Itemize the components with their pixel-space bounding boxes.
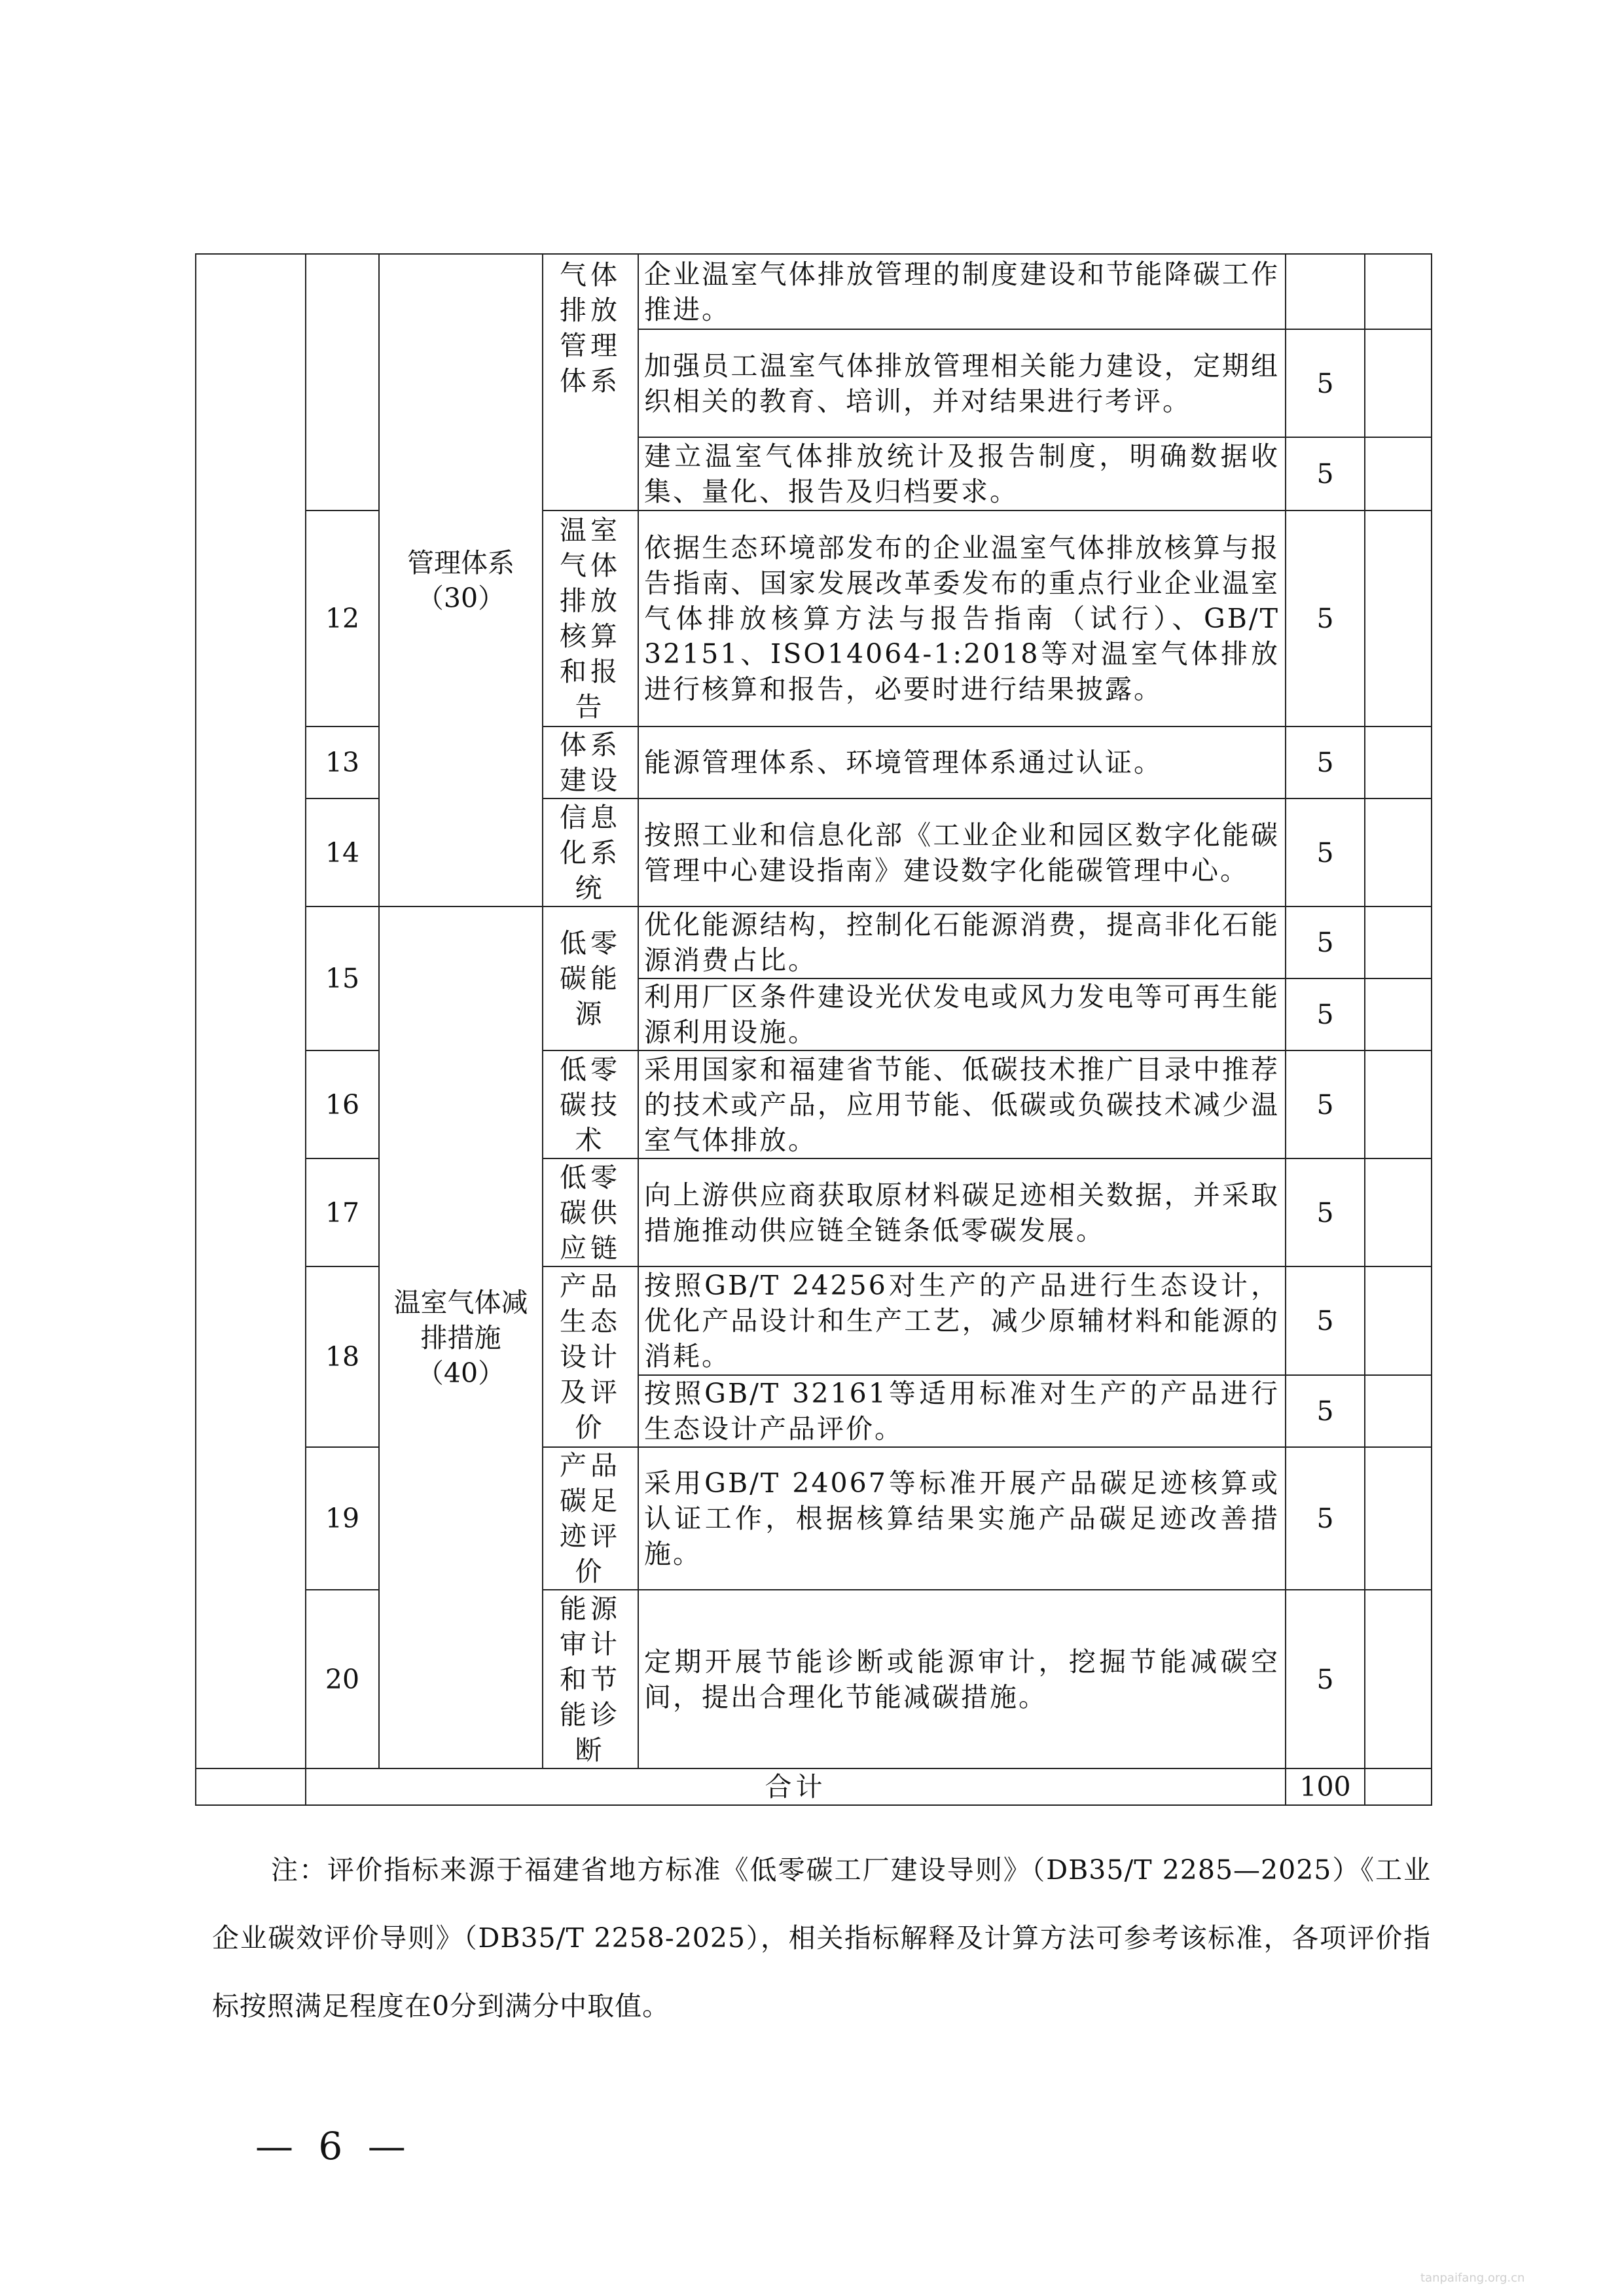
score-cell: 5: [1286, 437, 1365, 511]
score-cell: 5: [1286, 978, 1365, 1050]
score-cell: 5: [1286, 1050, 1365, 1158]
category-cell: 管理体系（30）: [379, 254, 543, 906]
extra-cell: [1365, 511, 1432, 726]
extra-cell: [1365, 798, 1432, 906]
requirement-text: 依据生态环境部发布的企业温室气体排放核算与报告指南、国家发展改革委发布的重点行业企业温室气体排放核算方法与报告指南（试行）、GB/T 32151、ISO14064-1:2018等对温室气体排放进行核算和报告，必要时进行结果披露。: [638, 511, 1286, 726]
sub-indicator: 产品碳足迹评价: [543, 1447, 638, 1590]
table-row: [196, 906, 1432, 978]
extra-cell: [1365, 437, 1432, 511]
extra-cell: [1365, 1590, 1432, 1768]
requirement-text: 建立温室气体排放统计及报告制度，明确数据收集、量化、报告及归档要求。: [638, 437, 1286, 511]
requirement-text: 定期开展节能诊断或能源审计，挖掘节能减碳空间，提出合理化节能减碳措施。: [638, 1590, 1286, 1768]
extra-cell: [1365, 1447, 1432, 1590]
score-cell: [1286, 254, 1365, 329]
requirement-text: 向上游供应商获取原材料碳足迹相关数据，并采取措施推动供应链全链条低零碳发展。: [638, 1158, 1286, 1266]
total-score: 100: [1286, 1768, 1365, 1805]
extra-cell: [1365, 906, 1432, 978]
score-cell: 5: [1286, 329, 1365, 437]
sub-indicator: 能源审计和节能诊断: [543, 1590, 638, 1768]
score-cell: 5: [1286, 1375, 1365, 1447]
row-number: 17: [306, 1158, 379, 1266]
requirement-text: 按照GB/T 24256对生产的产品进行生态设计，优化产品设计和生产工艺，减少原辅材料和能源的消耗。: [638, 1266, 1286, 1375]
total-label: 合计: [306, 1768, 1286, 1805]
requirement-text: 能源管理体系、环境管理体系通过认证。: [638, 726, 1286, 798]
row-number: 13: [306, 726, 379, 798]
blank-column-cell: [196, 254, 306, 1768]
sub-indicator: 低零碳技术: [543, 1050, 638, 1158]
row-number: 15: [306, 906, 379, 1050]
requirement-text: 采用国家和福建省节能、低碳技术推广目录中推荐的技术或产品，应用节能、低碳或负碳技术减少温室气体排放。: [638, 1050, 1286, 1158]
table-footnote: 注：评价指标来源于福建省地方标准《低零碳工厂建设导则》（DB35/T 2285—2025）《工业企业碳效评价导则》（DB35/T 2258-2025），相关指标解释及计算方法可参考该标准，各项评价指标按照满足程度在0分到满分中取值。: [212, 1854, 1431, 2022]
requirement-text: 企业温室气体排放管理的制度建设和节能降碳工作推进。: [638, 254, 1286, 329]
score-cell: 5: [1286, 1158, 1365, 1266]
score-cell: 5: [1286, 1447, 1365, 1590]
row-number: 16: [306, 1050, 379, 1158]
score-cell: 5: [1286, 1590, 1365, 1768]
sub-indicator: 温室气体排放核算和报告: [543, 511, 638, 726]
score-cell: 5: [1286, 511, 1365, 726]
row-number: 20: [306, 1590, 379, 1768]
score-cell: 5: [1286, 1266, 1365, 1375]
extra-cell: [1365, 1375, 1432, 1447]
requirement-text: 利用厂区条件建设光伏发电或风力发电等可再生能源利用设施。: [638, 978, 1286, 1050]
extra-cell: [1365, 254, 1432, 329]
sub-indicator: 产品生态设计及评价: [543, 1266, 638, 1447]
score-cell: 5: [1286, 726, 1365, 798]
table-row: [196, 254, 1432, 329]
sub-indicator: 气体排放管理体系: [543, 254, 638, 511]
requirement-text: 加强员工温室气体排放管理相关能力建设，定期组织相关的教育、培训，并对结果进行考评。: [638, 329, 1286, 437]
sub-indicator: 信息化系统: [543, 798, 638, 906]
extra-cell: [1365, 329, 1432, 437]
extra-cell: [1365, 1768, 1432, 1805]
sub-indicator: 体系建设: [543, 726, 638, 798]
sub-indicator: 低零碳供应链: [543, 1158, 638, 1266]
watermark: tanpaifang.org.cn: [1420, 2271, 1525, 2285]
requirement-text: 按照工业和信息化部《工业企业和园区数字化能碳管理中心建设指南》建设数字化能碳管理中心。: [638, 798, 1286, 906]
page-number: — 6 —: [255, 2124, 412, 2168]
requirement-text: 优化能源结构，控制化石能源消费，提高非化石能源消费占比。: [638, 906, 1286, 978]
extra-cell: [1365, 1050, 1432, 1158]
total-row: [196, 1768, 1432, 1805]
row-number: [306, 254, 379, 511]
extra-cell: [1365, 1158, 1432, 1266]
sub-indicator: 低零碳能源: [543, 906, 638, 1050]
evaluation-table: [195, 253, 1432, 1806]
extra-cell: [1365, 726, 1432, 798]
requirement-text: 按照GB/T 32161等适用标准对生产的产品进行生态设计产品评价。: [638, 1375, 1286, 1447]
requirement-text: 采用GB/T 24067等标准开展产品碳足迹核算或认证工作，根据核算结果实施产品碳足迹改善措施。: [638, 1447, 1286, 1590]
extra-cell: [1365, 1266, 1432, 1375]
row-number: 14: [306, 798, 379, 906]
blank-column-cell: [196, 1768, 306, 1805]
score-cell: 5: [1286, 906, 1365, 978]
score-cell: 5: [1286, 798, 1365, 906]
row-number: 12: [306, 511, 379, 726]
category-cell: 温室气体减排措施（40）: [379, 906, 543, 1768]
row-number: 18: [306, 1266, 379, 1447]
row-number: 19: [306, 1447, 379, 1590]
extra-cell: [1365, 978, 1432, 1050]
